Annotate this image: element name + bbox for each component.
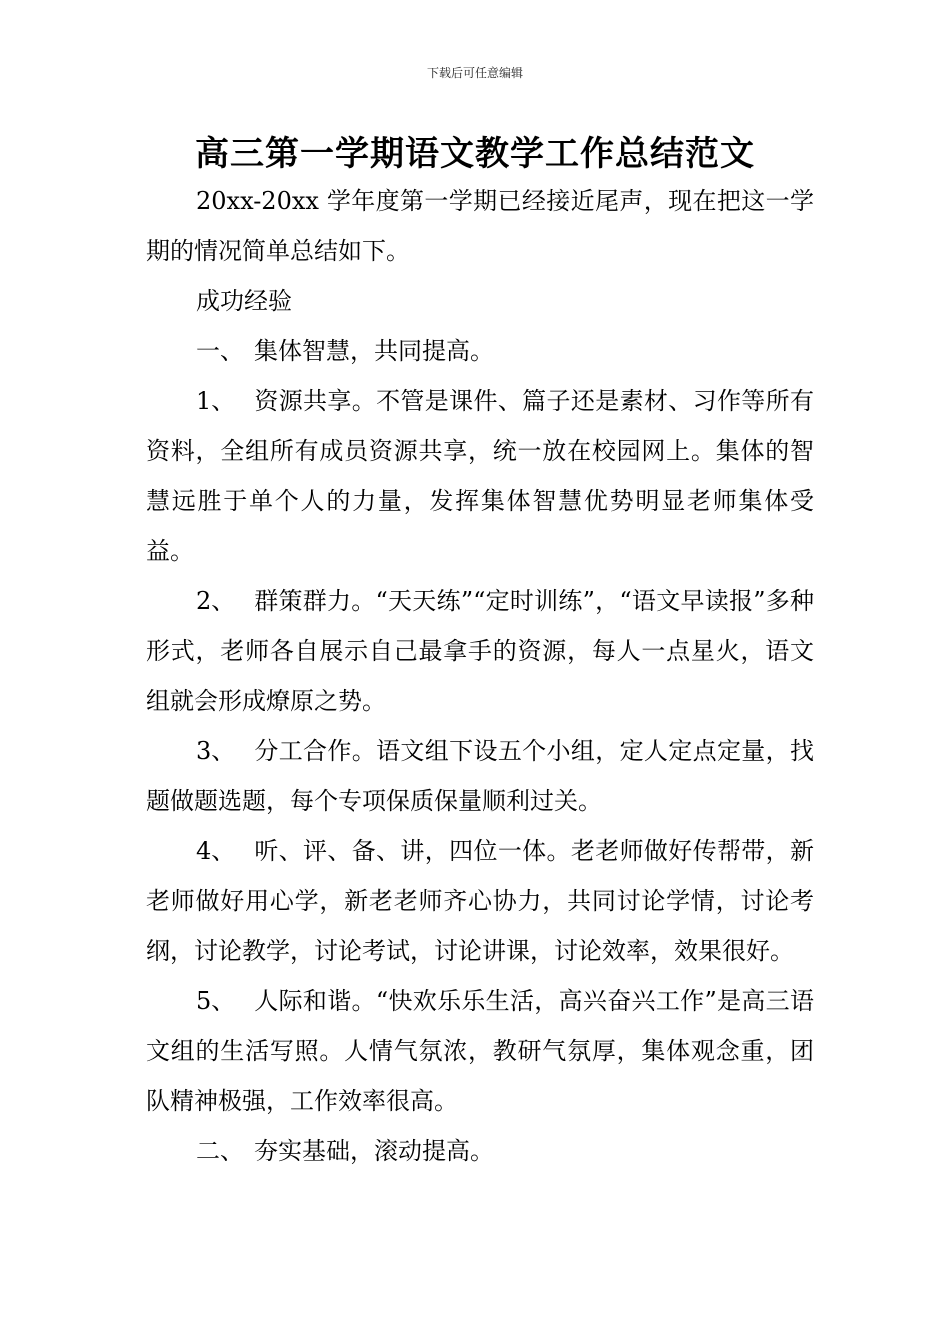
- item-number: 1、: [196, 387, 236, 415]
- item-text: 分工合作。语文组下设五个小组，定人定点定量，找题做题选题，每个专项保质保量顺利过关。: [146, 737, 814, 815]
- item-number: 2、: [196, 587, 236, 615]
- item-text: 资源共享。不管是课件、篇子还是素材、习作等所有资料，全组所有成员资源共享，统一放在校园网上。集体的智慧远胜于单个人的力量，发挥集体智慧优势明显老师集体受益。: [146, 387, 814, 565]
- intro-paragraph: 20xx-20xx 学年度第一学期已经接近尾声，现在把这一学期的情况简单总结如下。: [146, 187, 814, 265]
- list-item: [146, 826, 814, 976]
- list-item: [146, 576, 814, 726]
- document-body: [146, 176, 814, 1176]
- list-item: [146, 376, 814, 576]
- item-number: 3、: [196, 737, 236, 765]
- part-one-number: 一、: [196, 337, 244, 365]
- document-title: 高三第一学期语文教学工作总结范文: [195, 134, 755, 174]
- item-text: 人际和谐。“快欢乐乐生活，高兴奋兴工作”是高三语文组的生活写照。人情气氛浓，教研气氛厚，集体观念重，团队精神极强，工作效率很高。: [146, 987, 814, 1115]
- part-one-heading: [146, 326, 814, 376]
- item-number: 4、: [196, 837, 236, 865]
- part-two-text: 夯实基础，滚动提高。: [254, 1137, 494, 1165]
- list-item: [146, 726, 814, 826]
- part-one-text: 集体智慧，共同提高。: [254, 337, 494, 365]
- list-item: [146, 976, 814, 1126]
- item-text: 听、评、备、讲，四位一体。老老师做好传帮带，新老师做好用心学，新老老师齐心协力，共同讨论学情，讨论考纲，讨论教学，讨论考试，讨论讲课，讨论效率，效果很好。: [146, 837, 814, 965]
- section-heading: 成功经验: [196, 287, 292, 315]
- page-header-note: 下载后可任意编辑: [426, 66, 523, 80]
- item-number: 5、: [196, 987, 236, 1015]
- part-two-heading: [146, 1126, 814, 1176]
- part-two-number: 二、: [196, 1137, 244, 1165]
- item-text: 群策群力。“天天练”“定时训练”，“语文早读报”多种形式，老师各自展示自己最拿手的资源，每人一点星火，语文组就会形成燎原之势。: [146, 587, 814, 715]
